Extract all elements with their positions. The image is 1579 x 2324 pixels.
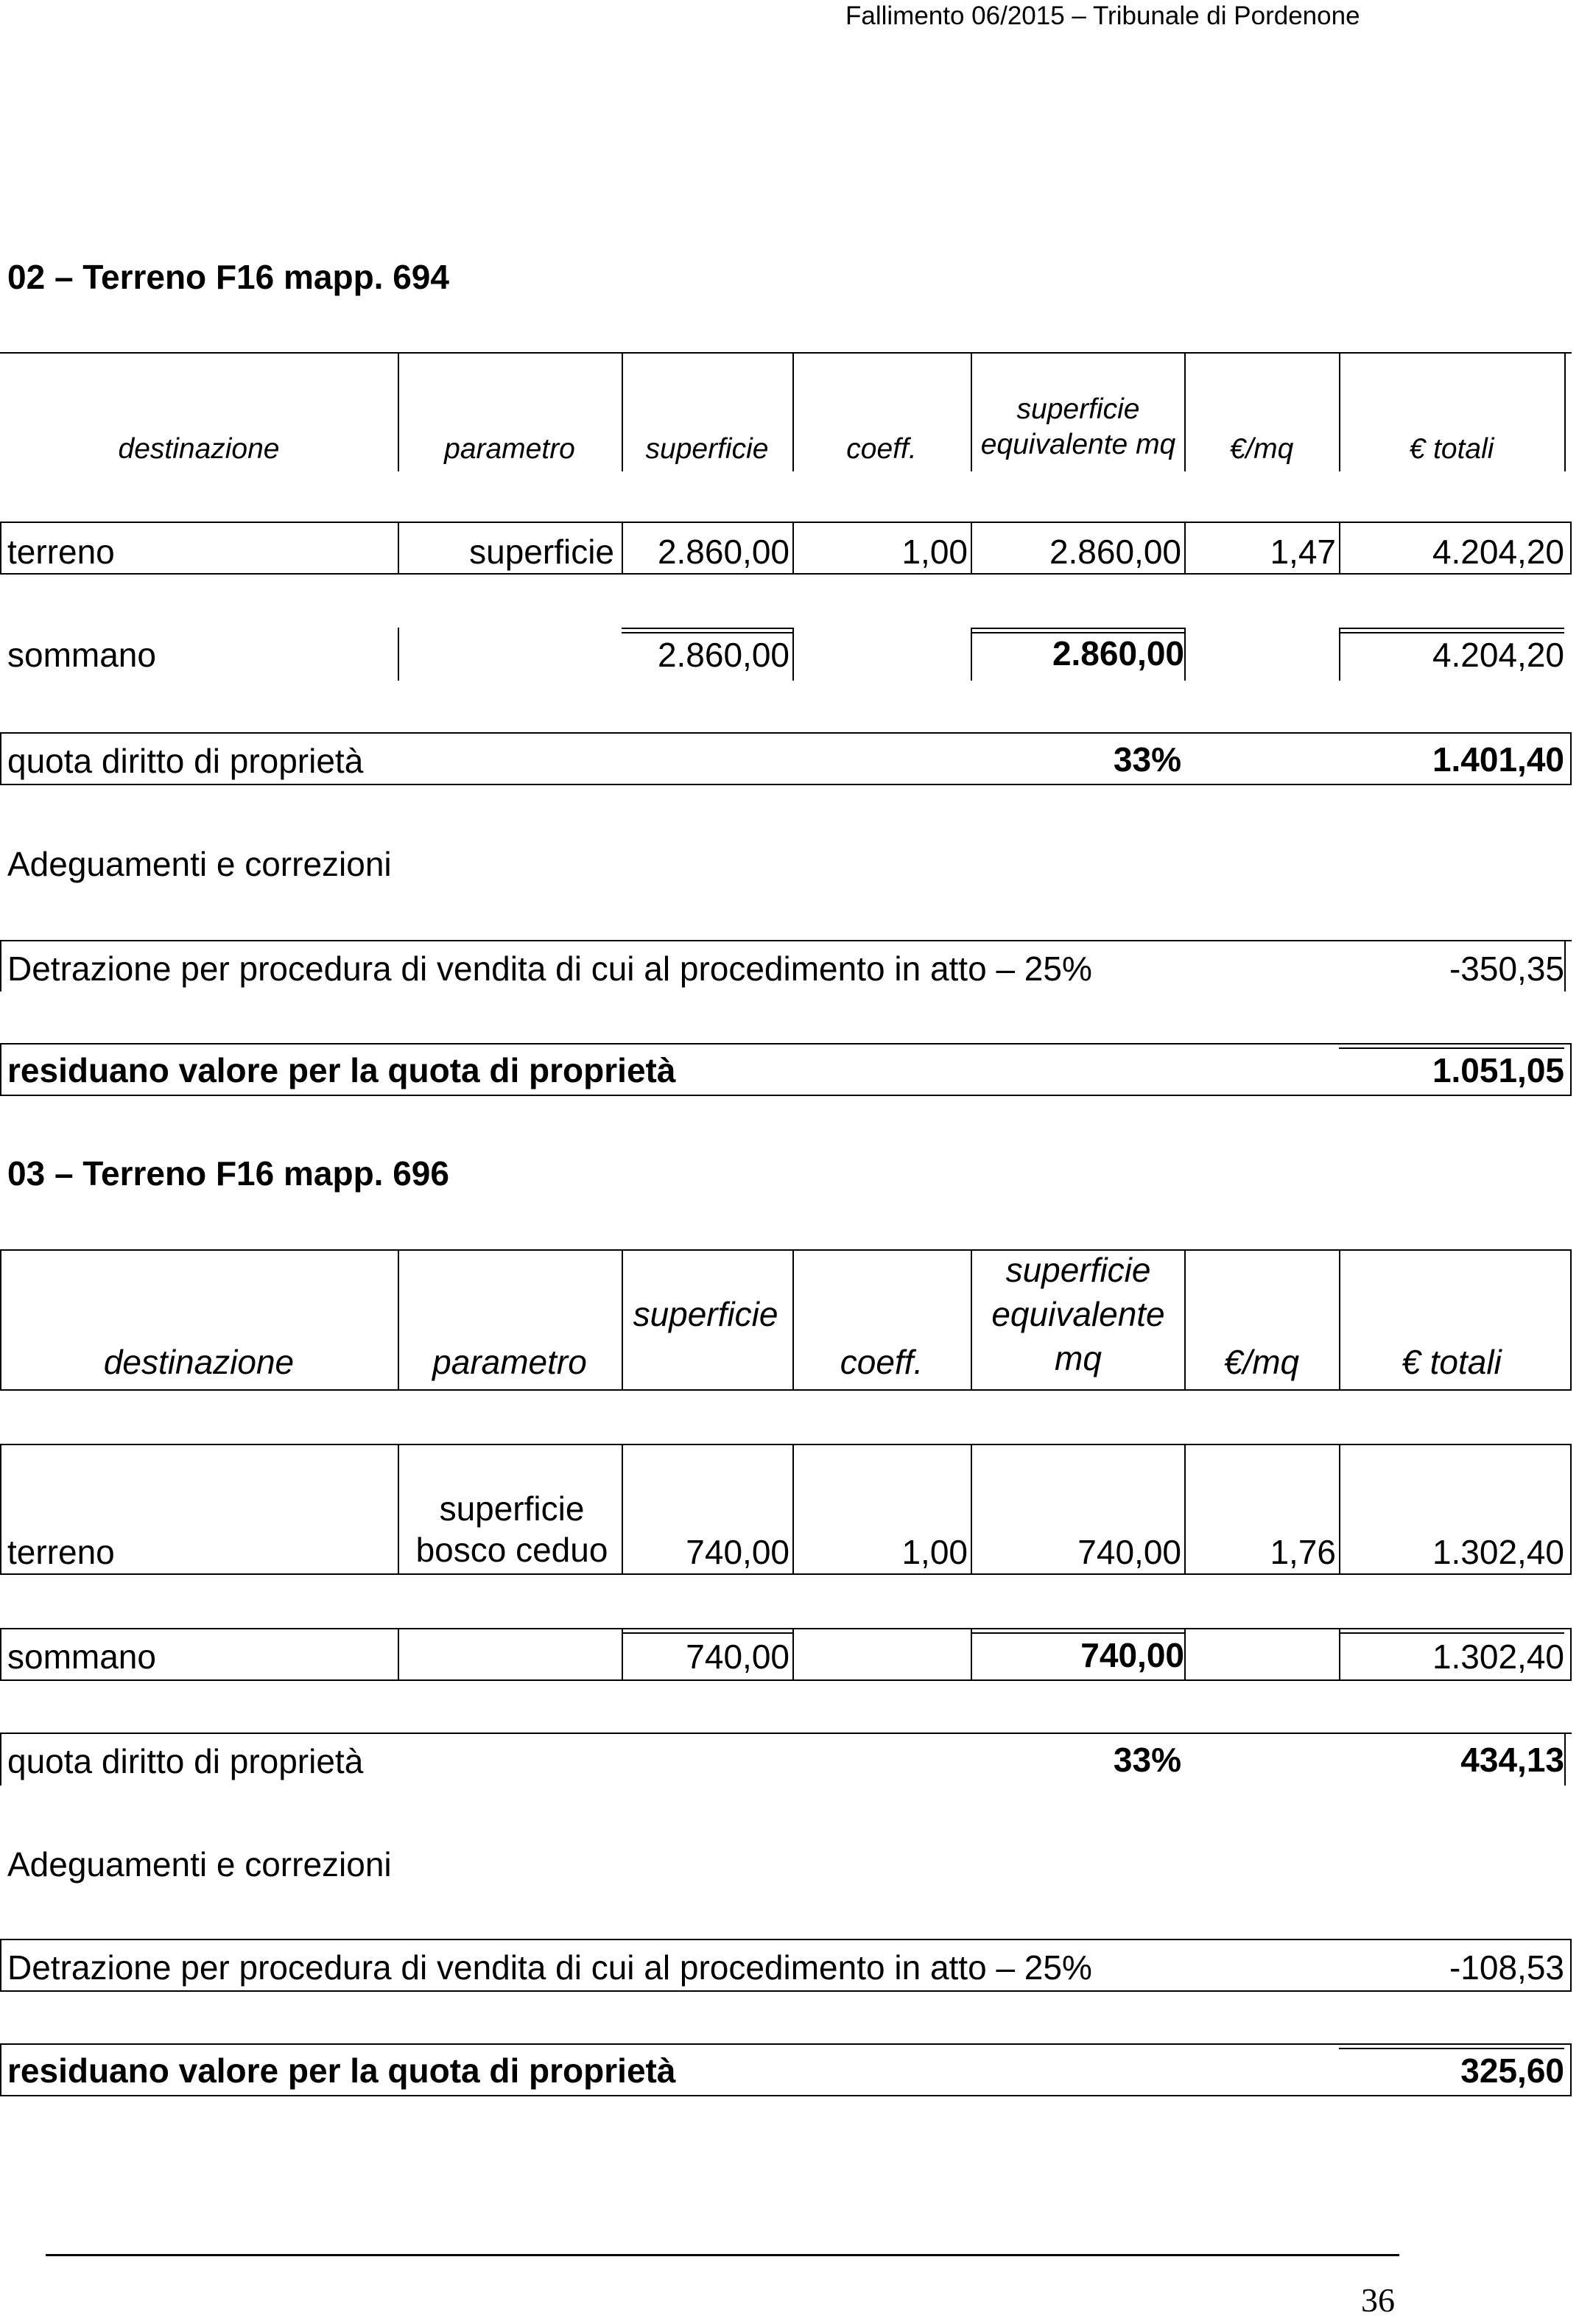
col-totali: € totali	[1402, 1343, 1502, 1381]
col-superficie-equivalente: superficie equivalente mq	[980, 393, 1176, 460]
cell-totali: 1.302,40	[1432, 1533, 1564, 1571]
col-superficie: superficie	[645, 433, 769, 465]
detrazione-label: Detrazione per procedura di vendita di cui al procedimento in atto – 25%	[7, 1948, 1092, 1987]
quota-value: 434,13	[1460, 1741, 1564, 1779]
col-superficie-equivalente: superficie equivalente mq	[991, 1251, 1165, 1377]
adeguamenti-heading: Adeguamenti e correzioni	[7, 1845, 392, 1884]
col-superficie: superficie	[633, 1295, 778, 1333]
quota-percent: 33%	[1113, 740, 1181, 779]
residuano-value: 325,60	[1460, 2051, 1564, 2090]
quota-label: quota diritto di proprietà	[7, 1742, 364, 1780]
cell-totali: 4.204,20	[1432, 533, 1564, 571]
residuano-value: 1.051,05	[1432, 1051, 1564, 1089]
cell-superficie-equivalente: 2.860,00	[1049, 533, 1181, 571]
cell-destinazione: terreno	[7, 1533, 115, 1571]
quota-value: 1.401,40	[1432, 740, 1564, 779]
detrazione-value: -108,53	[1449, 1948, 1564, 1987]
sommano-label: sommano	[7, 636, 156, 674]
quota-percent: 33%	[1113, 1741, 1181, 1779]
sommano-superficie: 740,00	[686, 1637, 790, 1676]
cell-eur-mq: 1,76	[1270, 1533, 1336, 1571]
sommano-totali: 4.204,20	[1432, 636, 1564, 674]
sommano-totali: 1.302,40	[1432, 1637, 1564, 1676]
cell-coeff: 1,00	[901, 533, 968, 571]
cell-parametro: superficie bosco ceduo	[415, 1489, 608, 1569]
col-coeff: coeff.	[846, 433, 917, 465]
detrazione-value: -350,35	[1449, 949, 1564, 988]
sommano-superficie-equivalente: 2.860,00	[1052, 634, 1184, 673]
col-totali: € totali	[1409, 433, 1494, 465]
cell-destinazione: terreno	[7, 533, 115, 571]
footer-rule	[46, 2254, 1399, 2256]
col-eur-mq: €/mq	[1223, 1343, 1300, 1381]
cell-superficie: 740,00	[686, 1533, 790, 1571]
section-title: 03 – Terreno F16 mapp. 696	[7, 1154, 449, 1193]
section-title: 02 – Terreno F16 mapp. 694	[7, 258, 449, 296]
quota-label: quota diritto di proprietà	[7, 742, 364, 780]
cell-eur-mq: 1,47	[1270, 533, 1336, 571]
sommano-label: sommano	[7, 1637, 156, 1676]
adeguamenti-heading: Adeguamenti e correzioni	[7, 845, 392, 883]
cell-superficie: 2.860,00	[657, 533, 790, 571]
sommano-superficie: 2.860,00	[657, 636, 790, 674]
col-parametro: parametro	[444, 433, 575, 465]
sommano-superficie-equivalente: 740,00	[1080, 1636, 1184, 1674]
cell-parametro: superficie	[469, 533, 614, 571]
detrazione-label: Detrazione per procedura di vendita di cui al procedimento in atto – 25%	[7, 949, 1092, 988]
cell-superficie-equivalente: 740,00	[1077, 1533, 1181, 1571]
col-destinazione: destinazione	[103, 1343, 295, 1381]
col-eur-mq: €/mq	[1229, 433, 1294, 465]
page-header-title: Fallimento 06/2015 – Tribunale di Pordenone	[845, 1, 1360, 30]
col-coeff: coeff.	[840, 1343, 924, 1381]
residuano-label: residuano valore per la quota di proprietà	[7, 1051, 676, 1089]
cell-coeff: 1,00	[901, 1533, 968, 1571]
residuano-label: residuano valore per la quota di proprietà	[7, 2051, 676, 2090]
col-destinazione: destinazione	[118, 433, 280, 465]
col-parametro: parametro	[432, 1343, 587, 1381]
page-number: 36	[1361, 2281, 1395, 2319]
